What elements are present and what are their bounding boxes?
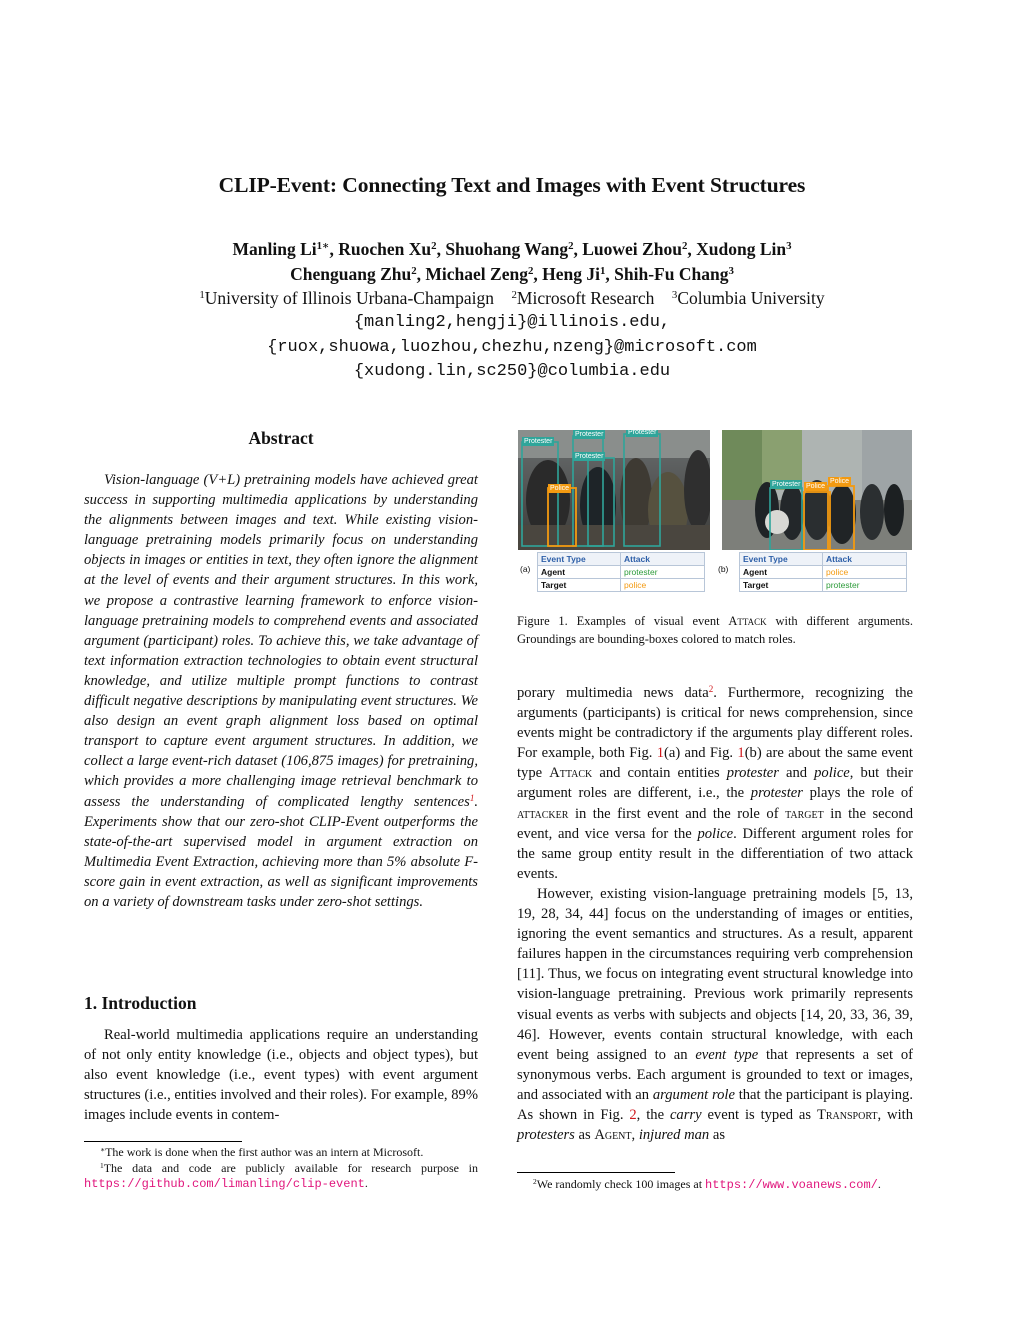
author-sup: 3 <box>728 265 734 278</box>
table-cell-value: protester <box>823 579 907 592</box>
bbox-label-protester: Protester <box>628 430 657 436</box>
text: , with <box>877 1106 914 1123</box>
text: , the <box>636 1106 670 1123</box>
smallcaps-term: Transport <box>816 1106 878 1123</box>
email-line-2: {ruox,shuowa,luozhou,chezhu,nzeng}@microsoft.com <box>267 338 757 357</box>
fn-one-mark: 1 <box>100 1160 104 1170</box>
text: (a) and Fig. <box>664 745 738 762</box>
author-name: Heng Ji <box>542 264 600 284</box>
italic-term: protester <box>726 765 779 782</box>
bbox-label-protester: Protester <box>524 438 553 445</box>
footnote-rule-left <box>84 1141 242 1142</box>
panel-label-a: (a) <box>520 564 531 574</box>
table-cell-value: police <box>823 566 907 579</box>
author-line-2: Chenguang Zhu$^2$, Michael Zeng$^2$, Heng Ji$^1$, Shih-Fu Chang$^3$ <box>290 264 734 284</box>
email-line-1: {manling2,hengji}@illinois.edu, <box>353 313 671 332</box>
text: . Furthermore, recognizing the arguments (participants) is critical for news comprehension, since events might be contradictory if the arguments play different roles. For example, both Fig. <box>517 685 913 762</box>
affiliations <box>0 288 1024 309</box>
email-line-3: {xudong.lin,sc250}@columbia.edu <box>353 362 671 381</box>
footnote-ref-2[interactable]: 2 <box>708 684 714 695</box>
table-header-cell: Attack <box>823 553 907 566</box>
author-sup: 1 <box>599 265 606 278</box>
figure-ref[interactable]: 2 <box>629 1106 637 1123</box>
footnote-right <box>517 1177 917 1194</box>
intro-body <box>84 1025 478 1125</box>
abstract-text: Vision-language (V+L) pretraining models have achieved great success in supporting multimedia applications by understanding the alignments between images and text. While existing vision-language pretraining models primarily focus on understanding objects in images or entities in text, they often ignore the alignment at the level of events and their argument structures. In this work, we propose a contrastive learning framework to enforce vision-language pretraining models to comprehend events and associated argument (participant) roles. To achieve this, we take advantage of text information extraction technologies to obtain event structural knowledge, and utilize multiple prompt functions to contrast difficult negative descriptions by manipulating event structures. We also design an event graph alignment loss based on optimal transport to capture event argument structures. In addition, we collect a large event-rich dataset (106,875 images) for pretraining, which provides a more challenging image retrieval benchmark to assess the understanding of complicated lengthy sentences <box>84 472 478 810</box>
text: and contain entities <box>592 765 727 782</box>
author-name: Manling Li <box>232 239 317 259</box>
author-sup: 3 <box>786 240 792 253</box>
paper-title: CLIP-Event: Connecting Text and Images with Event Structures <box>218 173 806 197</box>
italic-term: protester <box>750 785 803 802</box>
caption-smallcaps: Attack <box>728 614 767 628</box>
table-cell-role: Target <box>538 579 621 592</box>
table-cell-role: Agent <box>538 566 621 579</box>
text: in the first event and the role of <box>568 805 786 822</box>
bbox-label-protester: Protester <box>575 431 604 438</box>
bbox-label-police: Police <box>830 478 850 485</box>
footnote-left <box>84 1145 478 1193</box>
text: However, existing vision-language pretraining models [5, 13, 19, 28, 34, 44] focus on the understanding of images or entities, ignoring the event semantics and structures. As a result, apparent failures happen in the circumstances requiring verb comprehension [11]. Thus, we focus on integrating event structural knowledge into vision-language pretraining. Previous work primarily represents visual events as verbs with subjects and objects [14, 20, 33, 36, 39, 46]. However, events contain structural knowledge, with each event being assigned to an <box>517 885 913 1063</box>
author-name: Xudong Lin <box>696 239 787 259</box>
text: , <box>631 1127 639 1144</box>
fn-two-text: We randomly check 100 images at <box>536 1177 706 1191</box>
table-row <box>538 566 705 579</box>
affil-sup: 2 <box>511 289 517 302</box>
table-header-row <box>538 553 705 566</box>
affil-name: Columbia University <box>677 288 825 308</box>
table-row <box>740 566 907 579</box>
affil-name: University of Illinois Urbana-Champaign <box>204 288 494 308</box>
intro-paragraph: Real-world multimedia applications require an understanding of not only entity knowledge (i.e., objects and object types), but also event knowledge (i.e., event types) with event argument structures (i.e., entities involved and their roles). For example, 89% images include events in contem- <box>84 1027 478 1124</box>
table-cell-value: protester <box>621 566 705 579</box>
fn-two-end: . <box>877 1177 881 1191</box>
author-name: Chenguang Zhu <box>290 264 412 284</box>
fn-two-mark: 2 <box>533 1176 537 1186</box>
italic-term: injured man <box>638 1127 710 1144</box>
panel-label-b: (b) <box>718 564 729 574</box>
text: as <box>574 1127 595 1144</box>
author-sup: 2 <box>681 240 688 253</box>
table-cell-role: Target <box>740 579 823 592</box>
text: in the second event, and vice versa for the <box>517 805 914 842</box>
bbox-label-protester: Protester <box>575 453 604 460</box>
figure-photo-b <box>722 430 912 550</box>
smallcaps-term: target <box>785 805 824 822</box>
abstract-body <box>84 470 478 912</box>
figure-ref[interactable]: 1 <box>737 745 745 762</box>
text: porary multimedia news data <box>517 685 709 701</box>
fn-star-mark: ∗ <box>100 1144 106 1154</box>
author-sup: 2 <box>431 240 437 253</box>
author-sup: 2 <box>527 265 534 278</box>
table-row <box>740 579 907 592</box>
text: that represents a set of synonymous verbs. Each argument is grounded to text or images, and associated with an <box>517 1046 913 1103</box>
author-sup: 2 <box>568 240 574 253</box>
italic-term: event type <box>695 1046 759 1063</box>
abstract-text-end: . Experiments show that our zero-shot CLIP-Event outperforms the state-of-the-art supervised model in argument extraction on Multimedia Event Extraction, achieving more than 5% absolute F-score gain in event extraction, as well as significant improvements on a variety of downstream tasks under zero-shot settings. <box>84 793 478 910</box>
author-sup: 1∗ <box>316 240 330 253</box>
text: (b) are about the same event type <box>517 745 913 782</box>
bbox-label-protester: Protester <box>772 481 801 488</box>
table-header-cell: Event Type <box>538 553 621 566</box>
intro-heading: 1. Introduction <box>84 993 197 1013</box>
author-sup: 2 <box>411 265 417 278</box>
figure-photo-a <box>518 430 710 550</box>
italic-term: argument role <box>652 1086 735 1103</box>
footnote-rule-right <box>517 1172 675 1173</box>
event-table-a <box>537 552 705 592</box>
text: and <box>778 765 815 782</box>
paragraph-2 <box>517 884 913 1145</box>
github-link[interactable]: https://github.com/limanling/clip-event <box>84 1177 365 1191</box>
table-header-row <box>740 553 907 566</box>
paragraph-1 <box>517 683 913 884</box>
bbox-label-police: Police <box>806 483 826 490</box>
fn-star-text: The work is done when the first author was an intern at Microsoft. <box>105 1145 424 1159</box>
italic-term: carry <box>669 1106 702 1123</box>
table-header-cell: Event Type <box>740 553 823 566</box>
table-cell-value: police <box>621 579 705 592</box>
text: as <box>709 1127 726 1144</box>
italic-term: protesters <box>517 1127 575 1144</box>
text: plays the role of <box>802 785 913 802</box>
text: , but their argument roles are different, i.e., the <box>517 765 913 802</box>
affil-sup: 1 <box>199 289 205 302</box>
voanews-link[interactable]: https://www.voanews.com/ <box>705 1178 878 1192</box>
author-name: Luowei Zhou <box>582 239 682 259</box>
bbox-label-police: Police <box>550 485 570 492</box>
author-name: Shuohang Wang <box>445 239 569 259</box>
table-row <box>538 579 705 592</box>
fn-one-text: The data and code are publicly available for research purpose in <box>103 1160 478 1175</box>
affil-name: Microsoft Research <box>516 288 655 308</box>
author-line-1: Manling $Li^{1∗}$, Ruochen Xu$^2$, Shuohang Wang$^2$, Luowei Zhou$^2$, Xudong Lin$^3$ <box>232 239 792 259</box>
author-name: Ruochen Xu <box>338 239 432 259</box>
smallcaps-term: Agent <box>594 1127 632 1144</box>
affil-sup: 3 <box>671 289 678 302</box>
table-header-cell: Attack <box>621 553 705 566</box>
text: . Different argument roles for the same group entity result in the differentiation of two attack events. <box>517 825 913 882</box>
event-table-b <box>739 552 907 592</box>
table-cell-role: Agent <box>740 566 823 579</box>
italic-term: police <box>814 765 850 782</box>
text: event is typed as <box>701 1106 817 1123</box>
figure-ref[interactable]: 1 <box>656 745 665 762</box>
abstract-heading: Abstract <box>248 428 314 448</box>
figure-caption <box>517 612 913 648</box>
smallcaps-term: attacker <box>517 805 569 822</box>
smallcaps-term: Attack <box>549 765 593 782</box>
caption-text: Figure 1. Examples of visual event <box>517 614 729 628</box>
caption-text-end: with different arguments. Groundings are bounding-boxes colored to match roles. <box>517 614 913 646</box>
text: that the participant is playing. As shown in Fig. <box>517 1086 914 1123</box>
italic-term: police <box>697 825 734 842</box>
author-name: Shih-Fu Chang <box>614 264 729 284</box>
right-column-body <box>517 683 913 1145</box>
fn-one-end: . <box>364 1176 368 1190</box>
footnote-ref-1[interactable]: 1 <box>469 792 475 803</box>
author-name: Michael Zeng <box>425 264 528 284</box>
photo-a-svg <box>518 430 710 550</box>
